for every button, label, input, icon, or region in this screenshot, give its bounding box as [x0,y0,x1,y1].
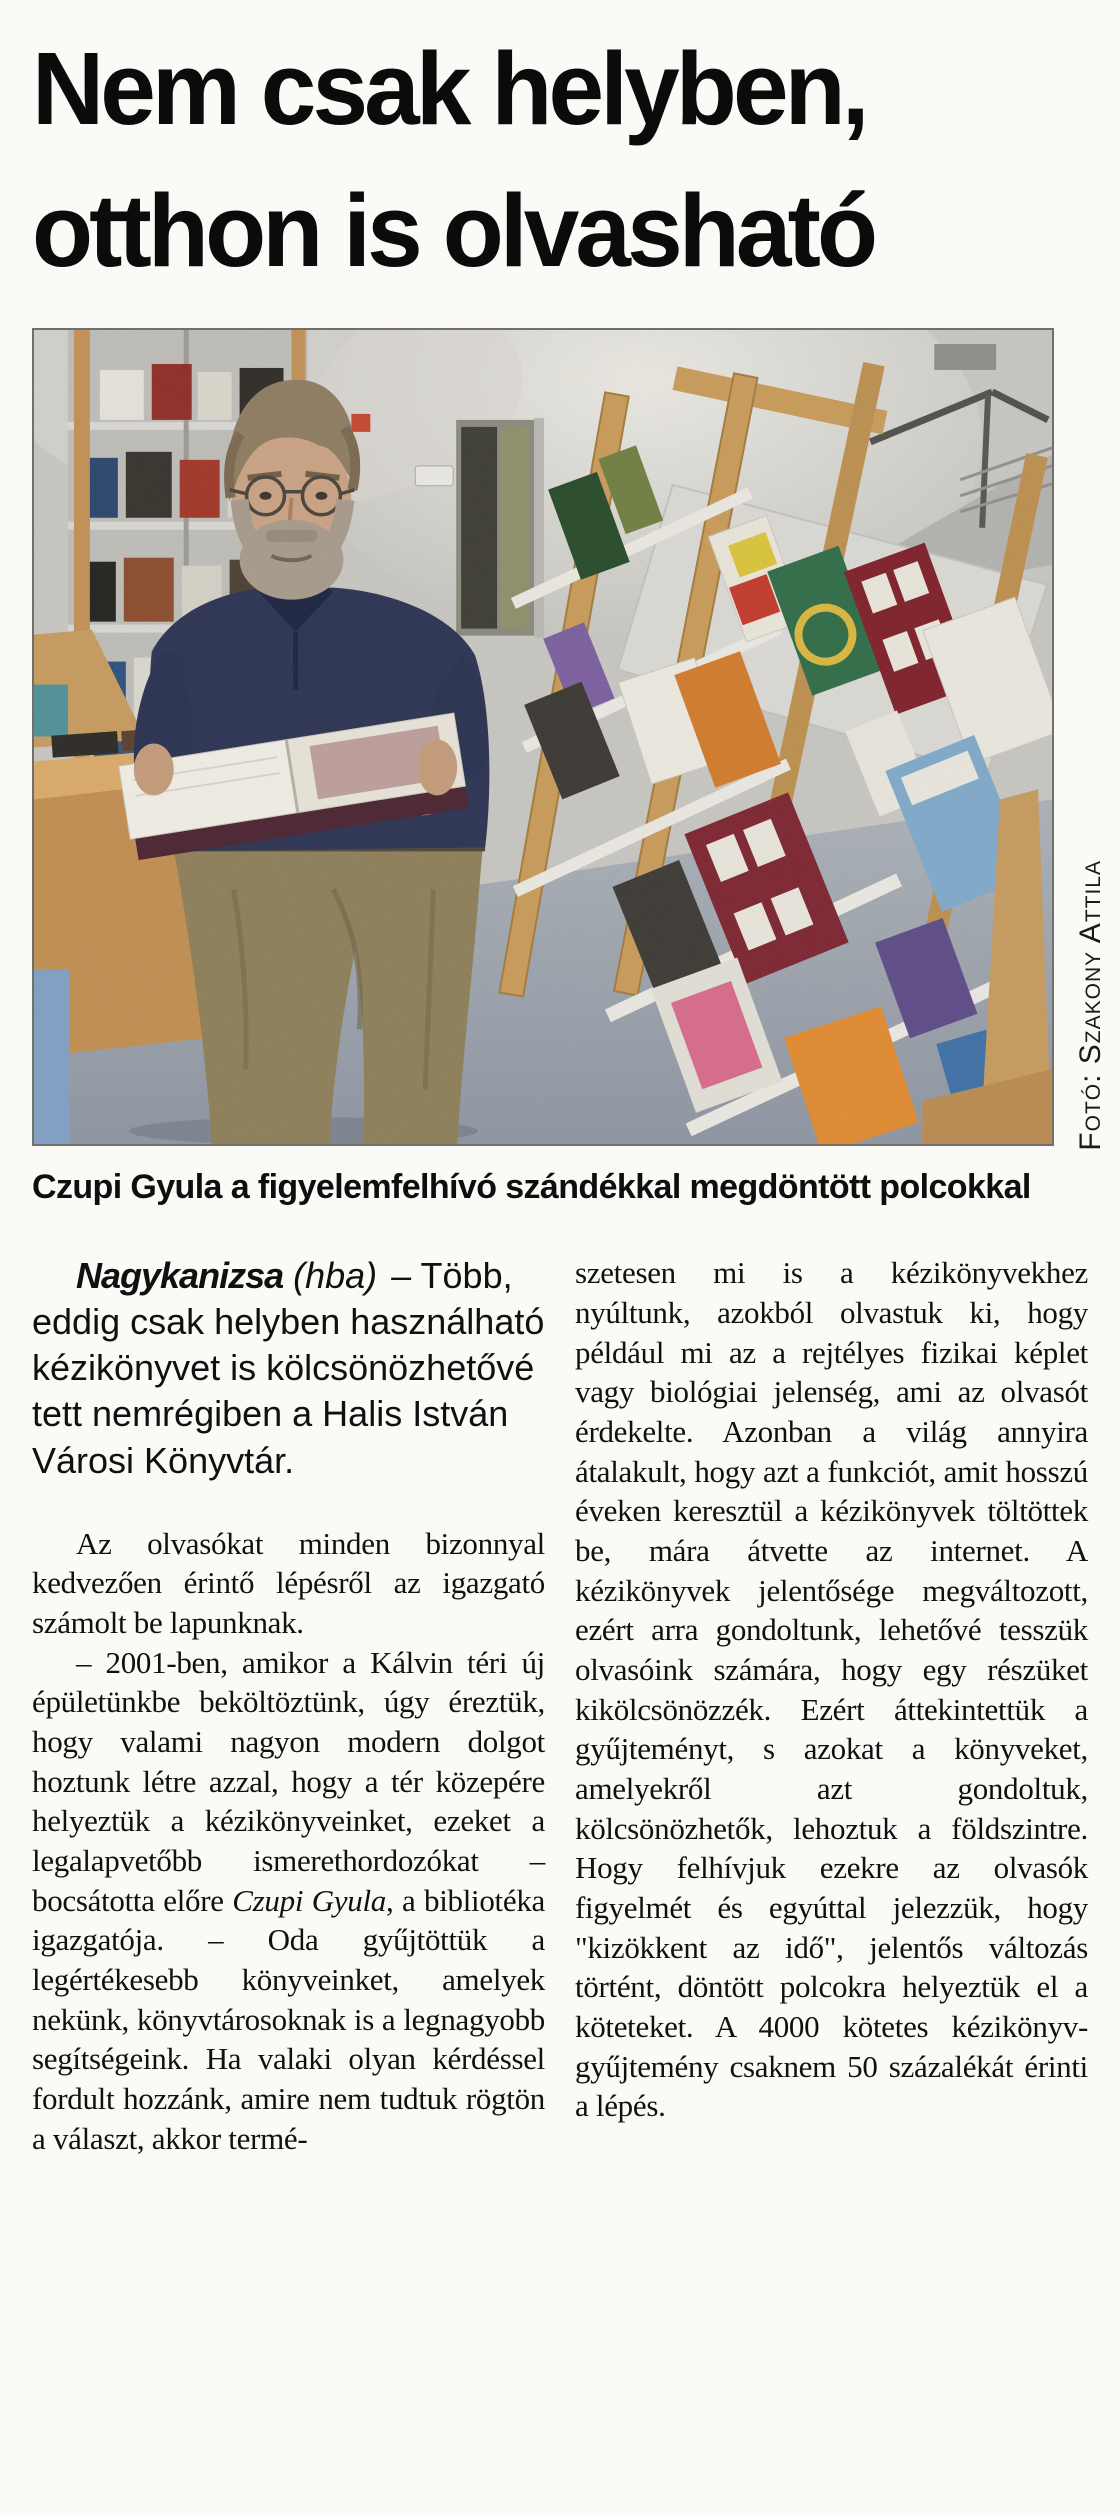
article-figure [32,328,1107,1151]
article-body [32,1253,1088,2158]
right-column [575,1253,1088,2158]
paragraph-2 [32,1643,545,2159]
paragraph-2-text-cont: , a bibliotéka igazgatója. – Oda gyűjtöttük a legértékesebb könyveinket, amelyek nekünk, könyvtárosoknak is a legnagyobb segítségeink. Ha valaki olyan kérdéssel fordult hozzánk, amire nem tudtuk rögtön a választ, akkor termé- [32,1882,545,2156]
lead-text: – Több, eddig csak helyben használható kézikönyvet is kölcsönözhetővé tett nemrégiben a Halis István Városi Könyvtár. [32,1255,545,1481]
paragraph-1: Az olvasókat minden bizonnyal kedvezően érintő lépésről az igazgató számolt be lapunknak. [32,1525,545,1640]
person-name: Czupi Gyula [232,1882,386,1918]
paragraph-2-text: – 2001-ben, amikor a Kálvin téri új épületünkbe beköltöztünk, úgy éreztük, hogy valami nagyon modern dolgot hoztunk létre azzal, hogy a tér közepére helyeztük a kézikönyveinket, ezeket a legalapvetőbb ismerethordozókat – bocsátotta előre [32,1644,545,1918]
paragraph-2-continuation: szetesen mi is a kézikönyvekhez nyúltunk, azokból olvastuk ki, hogy például mi az a rejtélyes fizikai képlet vagy biológiai jelenség, ami az olvasót érdekelte. Azonban a világ annyira átalakult, hogy azt a funkciót, amit hosszú éveken keresztül a kézikönyvek töltöttek be, mára átvette az internet. A kézikönyvek jelentősége megváltozott, ezért arra gondoltunk, lehetővé tesszük olvasóink számára, hogy egy részüket kikölcsönözzék. Ezért áttekintettük a gyűjteményt, s azokat a könyveket, amelyekről azt gondoltuk, kölcsönözhetők, lehoztuk a földszintre. Hogy felhívjuk ezekre az olvasók figyelmét és egyúttal jelezzük, hogy "kizökkent az idő", jelentős változás történt, döntött polcokra helyeztük el a köteteket. A 4000 kötetes kézikönyv-gyűjtemény csaknem 50 százalékát érinti a lépés. [575,1255,1088,2124]
article-title-line1: Nem csak helyben, [32,31,866,146]
lead-paragraph [32,1253,545,1483]
article-title [32,18,1088,302]
left-column [32,1253,545,2158]
photo-credit: Fotó: Szakony Attila [1074,859,1107,1151]
scan-grain-overlay [34,330,1052,1144]
article-photo [32,328,1054,1146]
library-photo-scene [34,330,1052,1144]
article-title-line2: otthon is olvasható [32,173,875,289]
photo-caption: Czupi Gyula a figyelemfelhívó szándékkal megdöntött polcokkal [32,1168,1031,1207]
lead-byline: (hba) [293,1255,378,1297]
lead-location: Nagykanizsa [76,1255,284,1297]
